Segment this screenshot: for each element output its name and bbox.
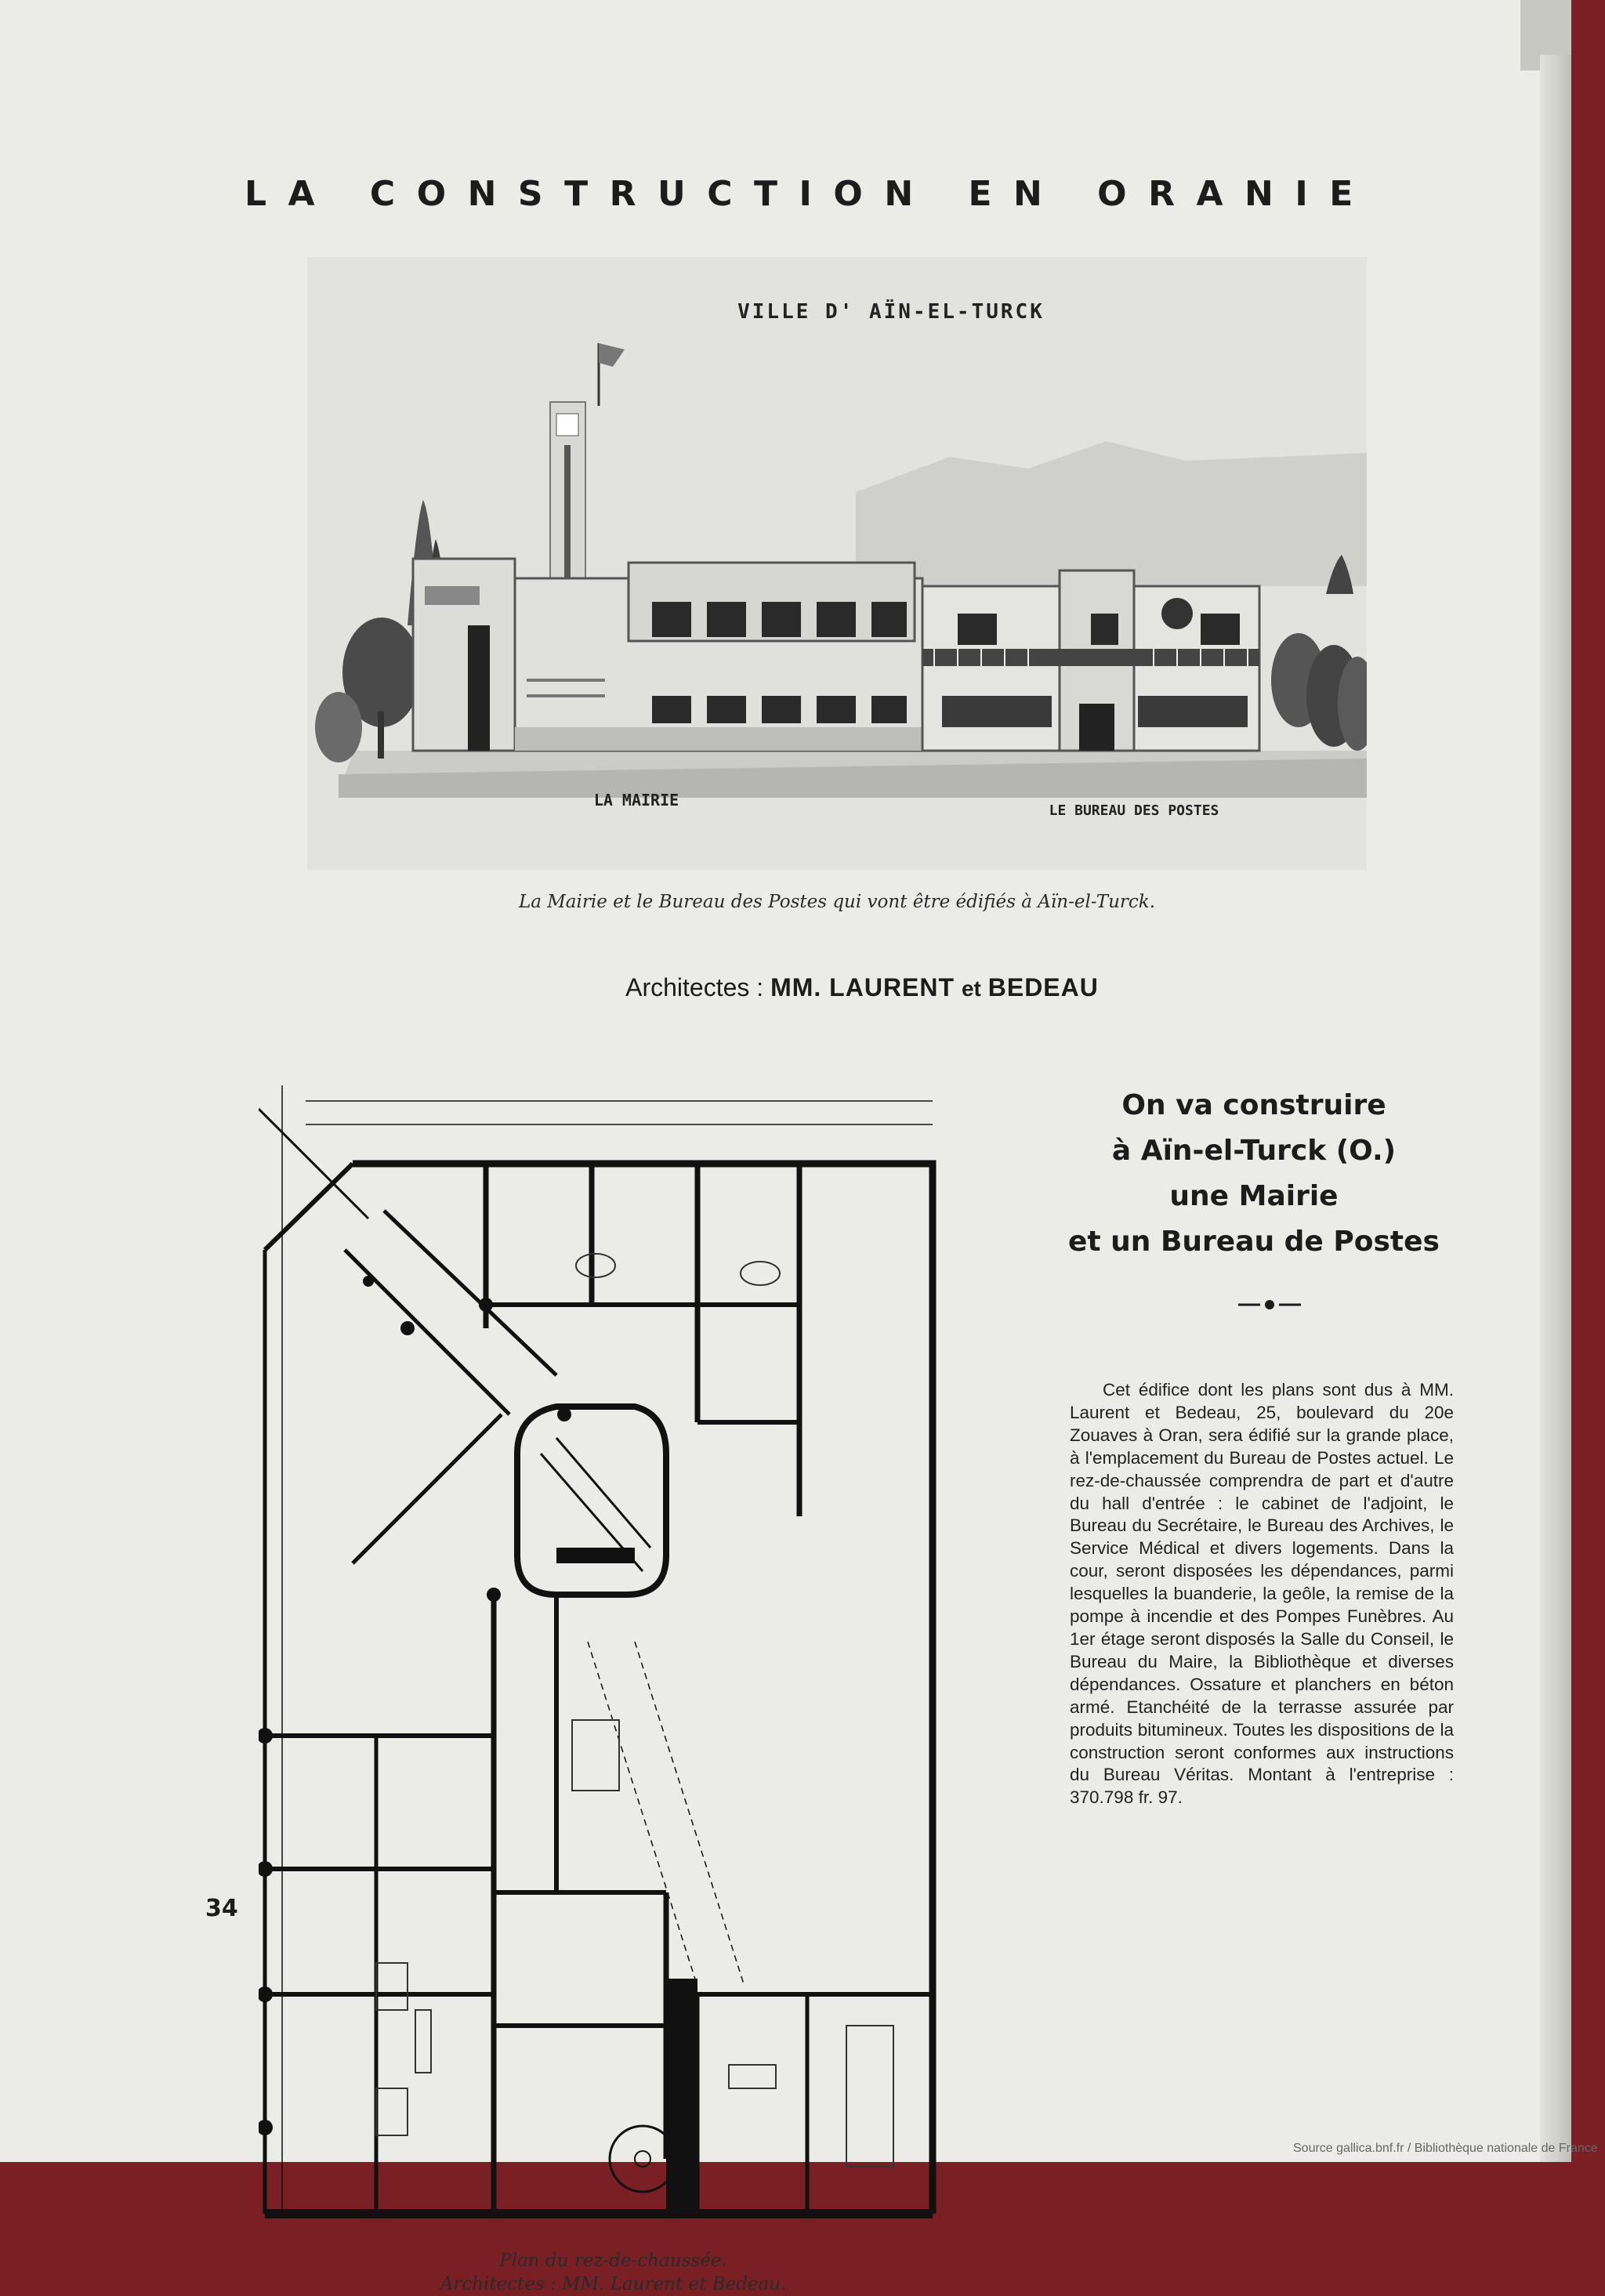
page-number: 34 [205, 1895, 238, 1922]
elevation-drawing [307, 257, 1367, 870]
headline-line-3: une Mairie [1169, 1180, 1339, 1212]
elevation-label-mairie: LA MAIRIE [593, 791, 679, 809]
architects-prefix: Architectes : [625, 973, 764, 1001]
architects-names-1: MM. LAURENT [770, 973, 955, 1001]
page-gutter-edge [1540, 55, 1571, 2162]
running-head: LA CONSTRUCTION EN ORANIE [245, 174, 1375, 214]
architects-line [470, 973, 1254, 1002]
article-headline [1042, 1083, 1466, 1265]
architects-et: et [961, 976, 981, 1001]
elevation-caption: La Mairie et le Bureau des Postes qui vont être édifiés à Aïn-el-Turck. [518, 892, 1156, 912]
source-credit: Source gallica.bnf.fr / Bibliothèque nationale de France [1293, 2142, 1598, 2155]
headline-line-4: et un Bureau de Postes [1068, 1226, 1440, 1258]
floor-plan-illustration [259, 1046, 968, 2222]
dash-dot-dash-ornament [1234, 1293, 1305, 1316]
section-ornament [1234, 1293, 1305, 1316]
plan-caption [259, 2249, 968, 2296]
elevation-title: VILLE D' AÏN-EL-TURCK [737, 300, 1045, 324]
plan-caption-line-1: Plan du rez-de-chaussée. [499, 2251, 727, 2271]
article-body: Cet édifice dont les plans sont dus à MM. Laurent et Bedeau, 25, boulevard du 20e Zouaves à Oran, sera édifié sur la grande place, à l'emplacement du Bureau de Postes actuel. Le rez-de-chaussée comprendra de part et d'autre du hall d'entrée : le cabinet de l'adjoint, le Bureau du Secrétaire, le Bureau des Archives, le Service Médical et divers logements. Dans la cour, seront disposées les dépendances, parmi lesquelles la buanderie, la geôle, la remise de la pompe à incendie et des Pompes Funèbres. Au 1er étage seront disposés la Salle du Conseil, le Bureau du Maire, la Bibliothèque et diverses dépendances. Ossature et planchers en béton armé. Etanchéité de la terrasse assurée par produits bitumineux. Toutes les dispositions de la construction seront conformes aux instructions du Bureau Véritas. Montant à l'entreprise : 370.798 fr. 97. [1070, 1380, 1454, 1808]
headline-line-1: On va construire [1121, 1089, 1386, 1121]
plan-caption-line-2: Architectes : MM. Laurent et Bedeau. [440, 2274, 787, 2294]
architects-names-2: BEDEAU [987, 973, 1099, 1001]
elevation-label-postes: LE BUREAU DES POSTES [1049, 802, 1219, 819]
elevation-illustration [307, 257, 1367, 870]
floor-plan-drawing [259, 1046, 968, 2222]
headline-line-2: à Aïn-el-Turck (O.) [1111, 1135, 1397, 1167]
